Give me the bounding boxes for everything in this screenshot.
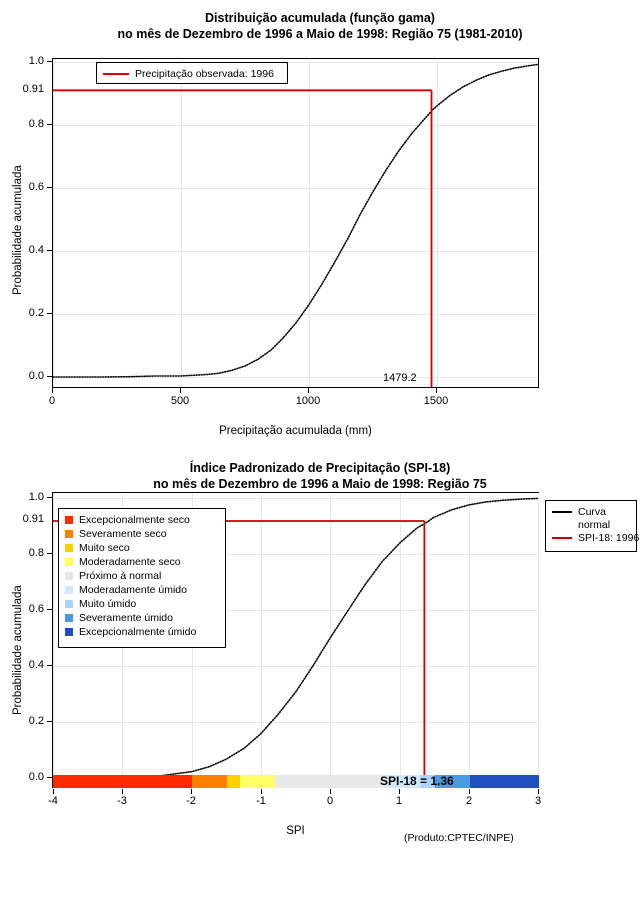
x-axis-title: SPI (286, 825, 305, 837)
legend-line-icon (552, 537, 572, 539)
color-swatch-icon (65, 614, 73, 622)
y-tick-label: 0.2 (28, 715, 44, 727)
gamma-curve (53, 59, 538, 387)
y-tick-label: 0.0 (28, 771, 44, 783)
y-axis-title: Probabilidade acumulada (12, 585, 24, 715)
highlight-y-label: 0.91 (22, 83, 44, 95)
legend-item-excepcionalmente-seco (65, 513, 219, 527)
y-tick-label: 0.6 (28, 181, 44, 193)
legend-line-icon (552, 511, 572, 513)
legend-label: SPI-18: 1996 (578, 532, 640, 544)
chart-panel-spi (0, 450, 640, 900)
color-swatch-icon (65, 558, 73, 566)
legend-label: Severamente úmido (79, 612, 173, 624)
legend-item-severamente-seco (65, 527, 219, 541)
color-swatch-icon (65, 516, 73, 524)
y-tick-label: 0.2 (28, 307, 44, 319)
y-tick-label: 0.8 (28, 547, 44, 559)
legend-item-excepcionalmente-umido (65, 625, 219, 639)
legend-item-moderadamente-umido (65, 583, 219, 597)
legend-item-proximo-a-normal (65, 569, 219, 583)
x-tick-label: 500 (170, 395, 190, 407)
legend-label: Muito seco (79, 542, 130, 554)
legend-item-spi-1996 (552, 531, 640, 545)
legend-item-moderadamente-seco (65, 555, 219, 569)
legend-spi-categories (58, 508, 226, 648)
y-tick-label: 0.6 (28, 603, 44, 615)
legend-label: Próximo à normal (79, 570, 162, 582)
title-line-2: no mês de Dezembro de 1996 a Maio de 1998: Região 75 (1981-2010) (117, 27, 523, 41)
produto-credit: (Produto:CPTEC/INPE) (404, 832, 514, 844)
x-tick-label: -3 (117, 795, 127, 807)
legend-curve-spi (545, 500, 640, 552)
y-tick-label: 0.8 (28, 118, 44, 130)
y-tick-label: 1.0 (28, 55, 44, 67)
x-tick-label: 2 (465, 795, 473, 807)
x-tick-label: -1 (256, 795, 266, 807)
legend-item-severamente-umido (65, 611, 219, 625)
y-tick-label: 0.0 (28, 370, 44, 382)
band-excepcionalmente-seco (53, 775, 192, 788)
title-line-1: Distribuição acumulada (função gama) (205, 11, 435, 25)
legend-label: Precipitação observada: 1996 (135, 68, 274, 80)
legend-item-curva-normal (552, 505, 630, 518)
spi-category-strip (53, 775, 539, 788)
x-axis-title: Precipitação acumulada (mm) (219, 425, 372, 437)
color-swatch-icon (65, 586, 73, 594)
legend-label: Excepcionalmente seco (79, 514, 190, 526)
title-line-2: no mês de Dezembro de 1996 a Maio de 1998: Região 75 (153, 477, 487, 491)
band-moderadamente-seco (240, 775, 275, 788)
x-tick-label: -2 (186, 795, 196, 807)
page-title-top (0, 10, 640, 42)
legend-item (103, 67, 281, 81)
band-muito-seco (227, 775, 241, 788)
y-tick-label: 1.0 (28, 491, 44, 503)
x-tick-label: 0 (48, 395, 56, 407)
y-tick-label: 0.4 (28, 659, 44, 671)
legend-label: Moderadamente seco (79, 556, 181, 568)
legend-label: Moderadamente úmido (79, 584, 187, 596)
x-tick-label: 1000 (295, 395, 321, 407)
legend-label: Curva (578, 505, 607, 518)
legend-line-icon (103, 73, 129, 75)
band-severamente-seco (192, 775, 227, 788)
page-title-bottom (0, 460, 640, 492)
x-tick-label: 3 (534, 795, 542, 807)
x-tick-label: 1 (395, 795, 403, 807)
legend-label: Severamente seco (79, 528, 167, 540)
color-swatch-icon (65, 544, 73, 552)
color-swatch-icon (65, 530, 73, 538)
plot-area-gamma (52, 58, 539, 388)
legend-item-muito-seco (65, 541, 219, 555)
x-tick-label: 1500 (423, 395, 449, 407)
legend-observed-precip (96, 62, 288, 84)
title-line-1: Índice Padronizado de Precipitação (SPI-18) (189, 461, 451, 475)
color-swatch-icon (65, 572, 73, 580)
x-tick-label: -4 (48, 795, 58, 807)
color-swatch-icon (65, 600, 73, 608)
legend-label: Muito úmido (79, 598, 137, 610)
legend-label: normal (578, 518, 611, 531)
y-tick-label: 0.4 (28, 244, 44, 256)
y-axis-title: Probabilidade acumulada (12, 165, 24, 295)
color-swatch-icon (65, 628, 73, 636)
legend-item-curva-normal-2 (552, 518, 630, 531)
highlight-y-label: 0.91 (22, 513, 44, 525)
legend-item-muito-umido (65, 597, 219, 611)
spi-value-label: SPI-18 = 1.36 (380, 774, 454, 788)
x-tick-label: 0 (326, 795, 334, 807)
legend-label: Excepcionalmente úmido (79, 626, 197, 638)
band-proximo-a-normal (275, 775, 386, 788)
band-excepcionalmente-umido (470, 775, 539, 788)
highlight-x-label: 1479.2 (383, 372, 417, 384)
